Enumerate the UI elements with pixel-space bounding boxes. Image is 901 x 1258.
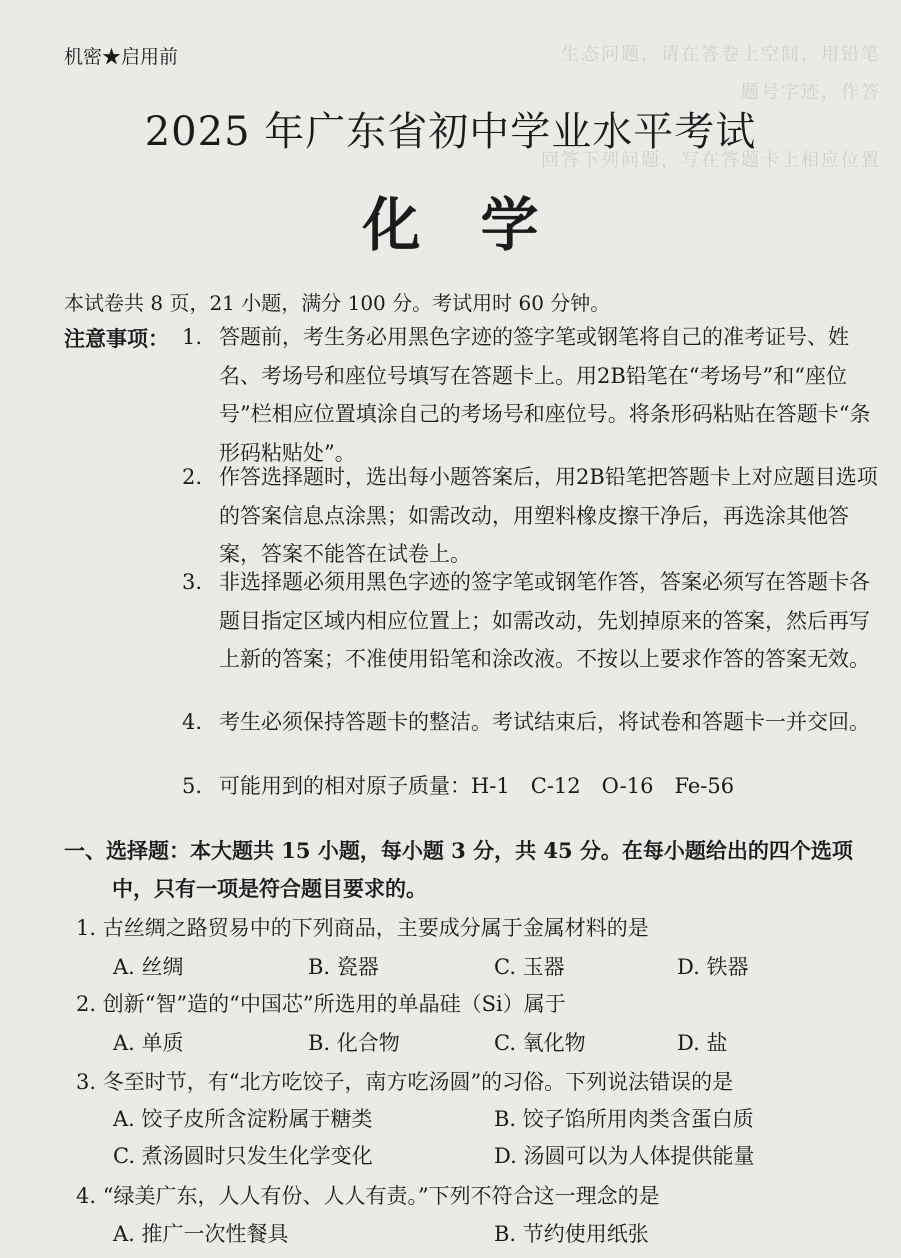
notice-item-number: 3. (182, 570, 203, 594)
notice-item-text: 可能用到的相对原子质量：H-1 C-12 O-16 Fe-56 (219, 774, 735, 798)
notice-item-number: 4. (182, 710, 203, 734)
notice-item-number: 1. (182, 325, 203, 349)
bleed-through-text: 回答下列问题，写在答题卡上相应位置 (541, 150, 881, 171)
section-heading (64, 832, 884, 908)
notice-item-text: 答题前，考生务必用黑色字迹的签字笔或钢笔将自己的准考证号、姓名、考场号和座位号填写在答题卡上。用2B铅笔在“考场号”和“座位号”栏相应位置填涂自己的考场号和座位号。将条形码粘贴在答题卡“条形码粘贴处”。 (219, 325, 871, 465)
question-option: A. 推广一次性餐具 (113, 1222, 289, 1246)
question-option: B. 饺子馅所用肉类含蛋白质 (494, 1107, 754, 1131)
question-option: B. 节约使用纸张 (494, 1222, 649, 1246)
subject-title: 化学 (362, 191, 599, 259)
question-option: C. 氧化物 (494, 1031, 586, 1055)
bleed-through-text: 题号字迹，作答 (741, 82, 881, 103)
question-option: B. 化合物 (308, 1031, 400, 1055)
question-stem: 4. “绿美广东，人人有份、人人有责。”下列不符合这一理念的是 (76, 1184, 660, 1208)
question-option: A. 饺子皮所含淀粉属于糖类 (113, 1107, 373, 1131)
notice-item (182, 458, 882, 574)
bleed-through-text: 生态问题，请在答卷上空间，用铅笔 (561, 44, 881, 65)
notice-item-text: 考生必须保持答题卡的整洁。考试结束后，将试卷和答题卡一并交回。 (219, 710, 870, 734)
notice-item-number: 2. (182, 465, 203, 489)
section-heading-text: 一、选择题：本大题共 15 小题，每小题 3 分，共 45 分。在每小题给出的四个选项中，只有一项是符合题目要求的。 (64, 838, 853, 901)
question-option: D. 汤圆可以为人体提供能量 (494, 1144, 755, 1168)
notice-label: 注意事项： (64, 326, 169, 351)
notice-item (182, 563, 882, 679)
notice-item-number: 5. (182, 774, 203, 798)
question-option: D. 铁器 (677, 955, 749, 979)
question-stem: 2. 创新“智”造的“中国芯”所选用的单晶硅（Si）属于 (76, 992, 566, 1016)
question-option: C. 煮汤圆时只发生化学变化 (113, 1144, 373, 1168)
confidential-label: 机密★启用前 (64, 46, 179, 68)
notice-item-text: 作答选择题时，选出每小题答案后，用2B铅笔把答题卡上对应题目选项的答案信息点涂黑；如需改动，用塑料橡皮擦干净后，再选涂其他答案，答案不能答在试卷上。 (219, 465, 878, 566)
notice-item (182, 703, 882, 742)
question-option: A. 单质 (113, 1031, 184, 1055)
question-stem: 3. 冬至时节，有“北方吃饺子，南方吃汤圆”的习俗。下列说法错误的是 (76, 1070, 734, 1094)
exam-title: 2025 年广东省初中学业水平考试 (144, 109, 757, 155)
notice-item (182, 318, 882, 472)
question-stem: 1. 古丝绸之路贸易中的下列商品，主要成分属于金属材料的是 (76, 916, 649, 940)
question-option: D. 盐 (677, 1031, 728, 1055)
question-option: A. 丝绸 (113, 955, 184, 979)
question-option: C. 玉器 (494, 955, 565, 979)
question-option: B. 瓷器 (308, 955, 379, 979)
exam-info: 本试卷共 8 页，21 小题，满分 100 分。考试用时 60 分钟。 (64, 291, 611, 315)
notice-item-text: 非选择题必须用黑色字迹的签字笔或钢笔作答，答案必须写在答题卡各题目指定区域内相应位置上；如需改动，先划掉原来的答案，然后再写上新的答案；不准使用铅笔和涂改液。不按以上要求作答的答案无效。 (219, 570, 870, 671)
notice-item (182, 767, 882, 806)
